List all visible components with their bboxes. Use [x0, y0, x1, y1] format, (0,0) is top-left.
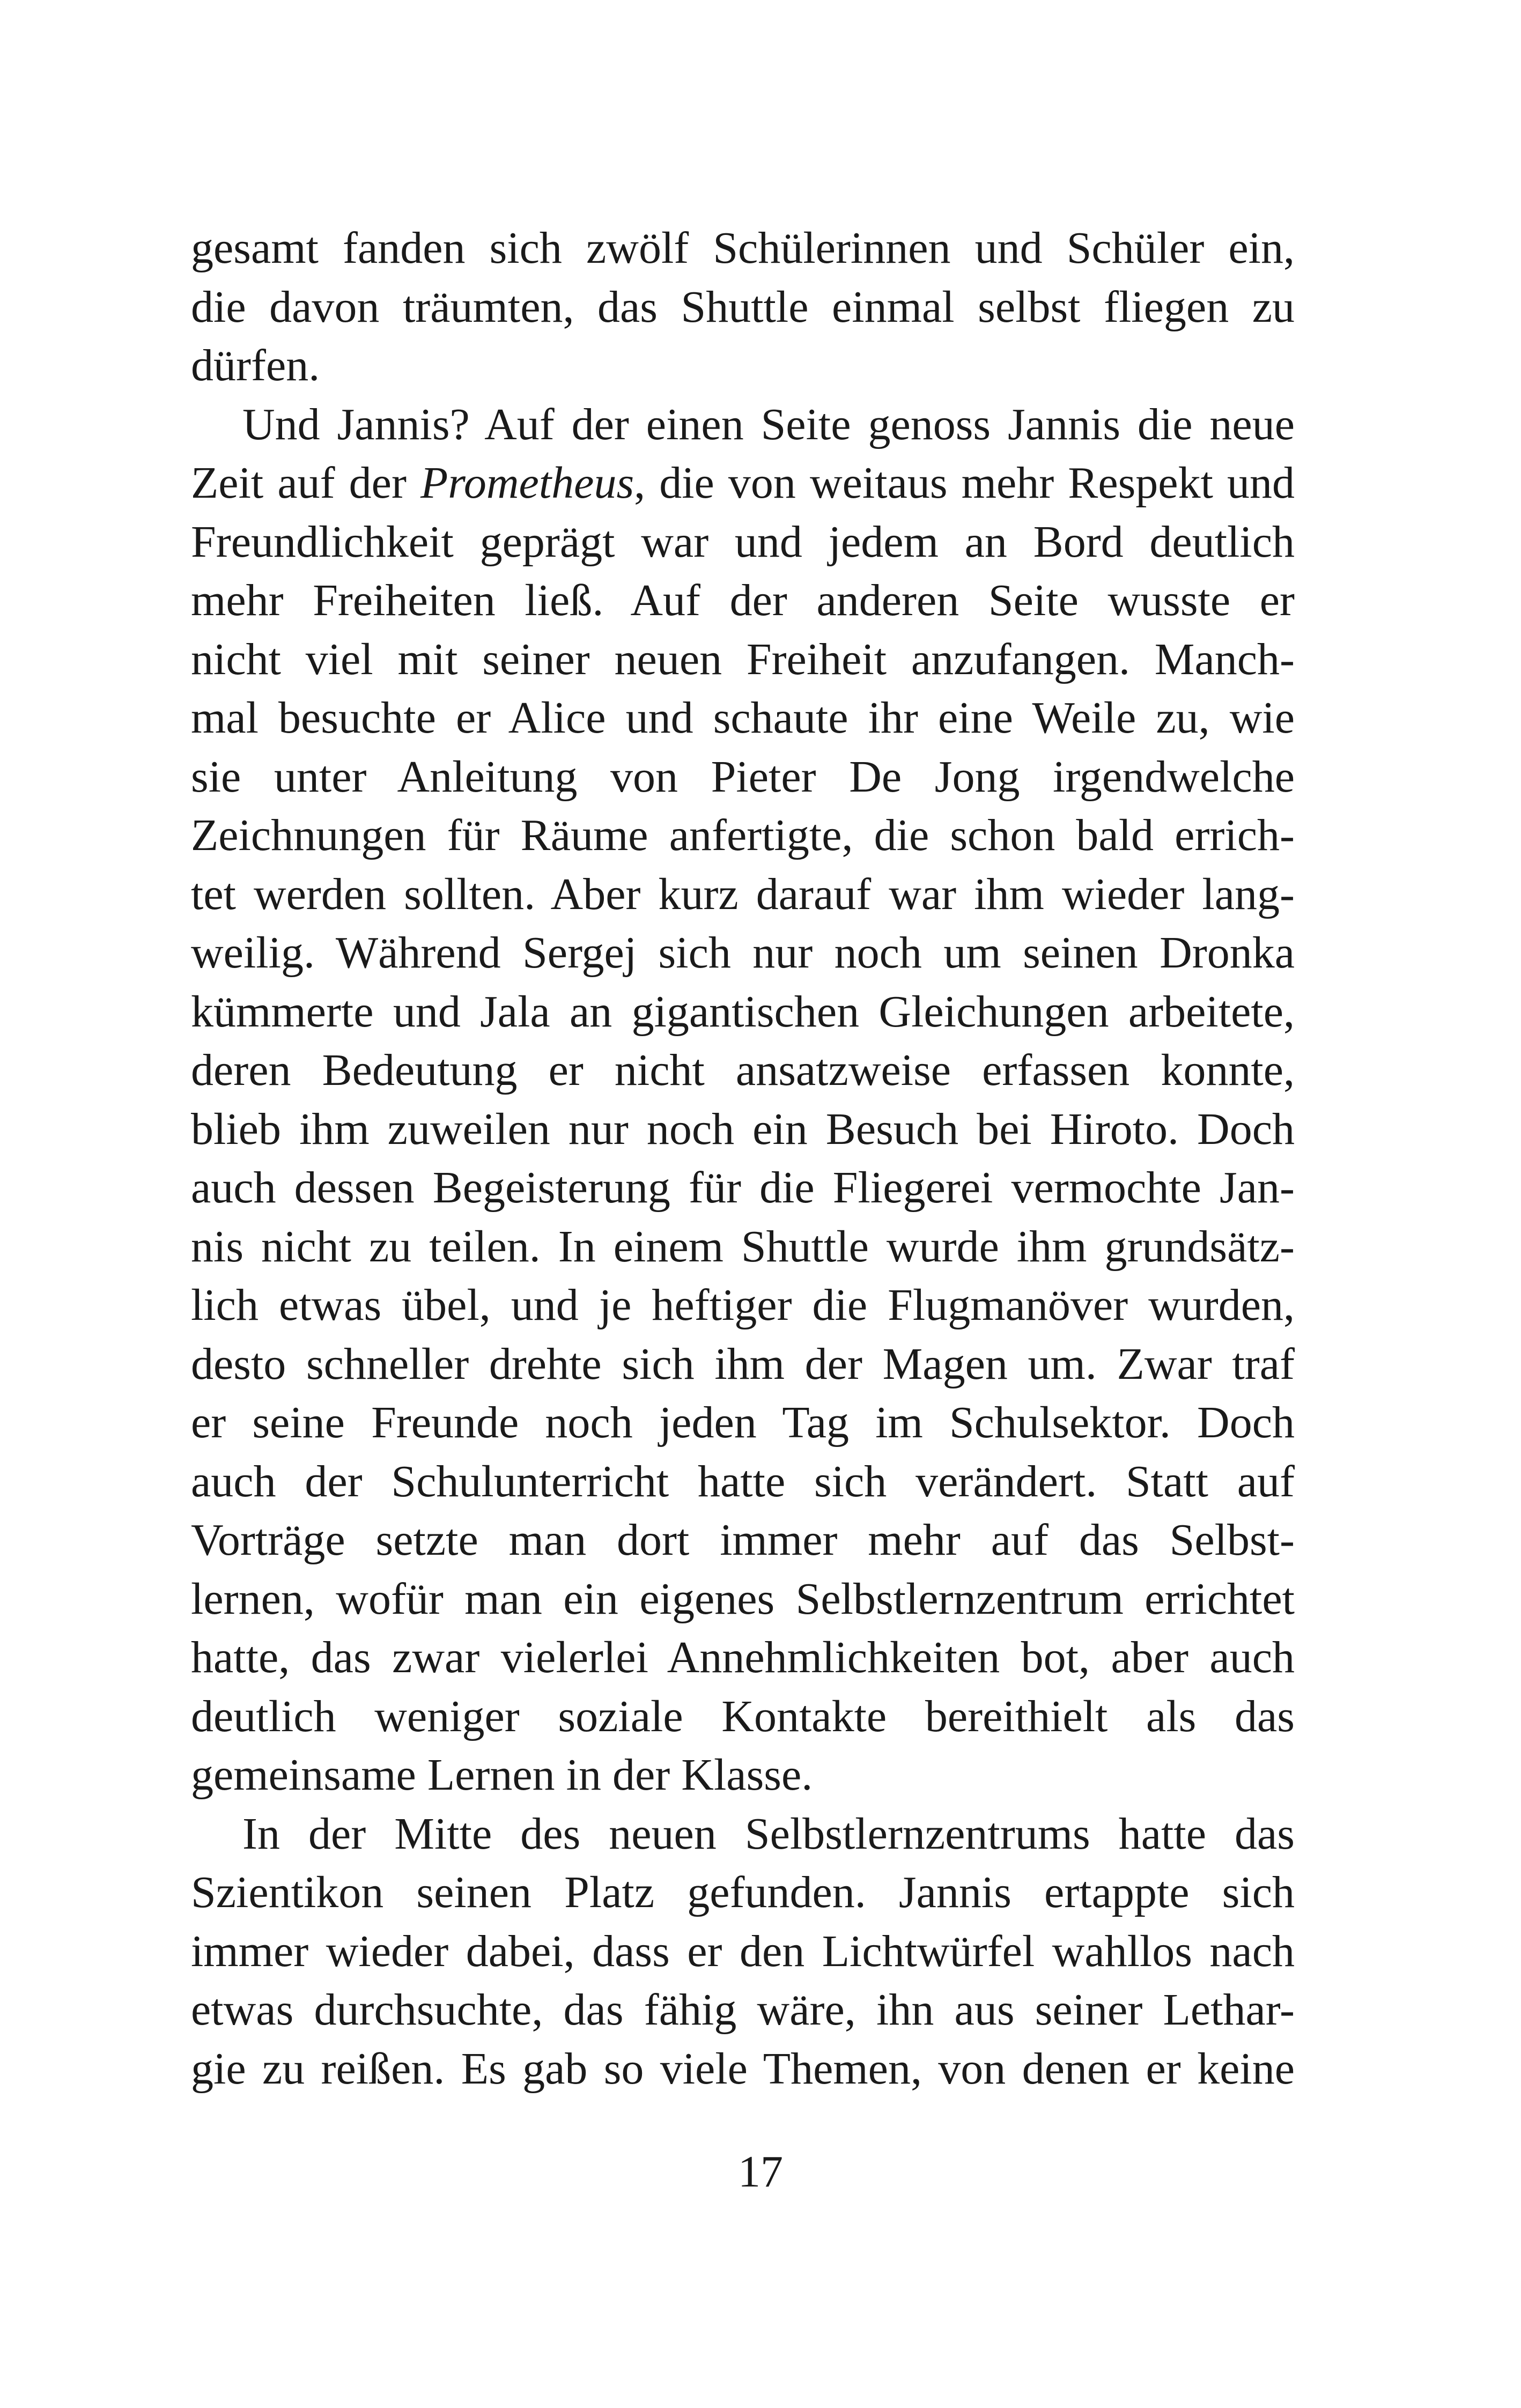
- text-segment: Zeichnungen für Räume anfertigte, die schon bald errich-: [191, 810, 1295, 860]
- text-line: [191, 1805, 1295, 1864]
- text-segment: Vorträge setzte man dort immer mehr auf das Selbst-: [191, 1515, 1295, 1565]
- text-segment: etwas durchsuchte, das fähig wäre, ihn aus seiner Lethar-: [191, 1985, 1295, 2035]
- text-segment: desto schneller drehte sich ihm der Magen um. Zwar traf: [191, 1339, 1295, 1389]
- text-line: [191, 1217, 1295, 1276]
- text-line: [191, 1276, 1295, 1335]
- text-line: [191, 630, 1295, 689]
- text-line: [191, 513, 1295, 572]
- body-text: [191, 219, 1295, 2098]
- text-segment: Und Jannis? Auf der einen Seite genoss Jannis die neue: [242, 399, 1295, 449]
- text-segment: Zeit auf der: [191, 458, 420, 508]
- text-segment: auch der Schulunterricht hatte sich verändert. Statt auf: [191, 1456, 1295, 1506]
- text-line: [191, 865, 1295, 924]
- text-line: [191, 924, 1295, 983]
- text-segment: , die von weitaus mehr Respekt und: [634, 458, 1295, 508]
- text-segment: kümmerte und Jala an gigantischen Gleichungen arbeitete,: [191, 986, 1295, 1037]
- text-segment: In der Mitte des neuen Selbstlernzentrums hatte das: [242, 1808, 1295, 1859]
- text-segment: Freundlichkeit geprägt war und jedem an Bord deutlich: [191, 516, 1295, 567]
- text-line: [191, 1746, 1295, 1805]
- text-segment: immer wieder dabei, dass er den Lichtwürfel wahllos nach: [191, 1926, 1295, 1976]
- text-segment: deren Bedeutung er nicht ansatzweise erfassen konnte,: [191, 1045, 1295, 1095]
- text-segment: deutlich weniger soziale Kontakte bereithielt als das: [191, 1691, 1295, 1741]
- text-segment: dürfen.: [191, 341, 320, 390]
- text-line: [191, 1041, 1295, 1100]
- italic-text: Prometheus: [420, 458, 634, 508]
- text-segment: lich etwas übel, und je heftiger die Flugmanöver wurden,: [191, 1280, 1295, 1330]
- text-segment: die davon träumten, das Shuttle einmal selbst fliegen zu: [191, 282, 1295, 332]
- text-line: [191, 806, 1295, 865]
- text-segment: gie zu reißen. Es gab so viele Themen, von denen er keine: [191, 2043, 1295, 2094]
- text-line: [191, 1922, 1295, 1981]
- text-line: [191, 1628, 1295, 1687]
- text-segment: mal besuchte er Alice und schaute ihr eine Weile zu, wie: [191, 693, 1295, 743]
- text-line: [191, 1158, 1295, 1217]
- text-line: [191, 395, 1295, 454]
- text-line: [191, 748, 1295, 807]
- text-line: [191, 1687, 1295, 1746]
- text-segment: lernen, wofür man ein eigenes Selbstlernzentrum errichtet: [191, 1574, 1295, 1624]
- text-line: [191, 1393, 1295, 1452]
- text-line: [191, 219, 1295, 278]
- text-segment: auch dessen Begeisterung für die Fliegerei vermochte Jan-: [191, 1163, 1295, 1213]
- text-line: [191, 1981, 1295, 2040]
- text-line: [191, 454, 1295, 513]
- text-line: [191, 2040, 1295, 2099]
- text-line: [191, 1570, 1295, 1629]
- text-segment: blieb ihm zuweilen nur noch ein Besuch bei Hiroto. Doch: [191, 1104, 1295, 1154]
- text-segment: hatte, das zwar vielerlei Annehmlichkeiten bot, aber auch: [191, 1633, 1295, 1682]
- text-segment: gesamt fanden sich zwölf Schülerinnen und Schüler ein,: [191, 223, 1295, 273]
- text-segment: nicht viel mit seiner neuen Freiheit anzufangen. Manch-: [191, 634, 1295, 684]
- text-line: [191, 1100, 1295, 1159]
- text-line: [191, 336, 1295, 395]
- text-segment: mehr Freiheiten ließ. Auf der anderen Seite wusste er: [191, 575, 1295, 625]
- text-segment: weilig. Während Sergej sich nur noch um seinen Dronka: [191, 928, 1295, 978]
- page-number: 17: [738, 2147, 783, 2197]
- text-line: [191, 689, 1295, 748]
- text-line: [191, 278, 1295, 337]
- text-line: [191, 571, 1295, 630]
- text-segment: tet werden sollten. Aber kurz darauf war ihm wieder lang-: [191, 869, 1295, 919]
- text-line: [191, 1452, 1295, 1511]
- text-segment: nis nicht zu teilen. In einem Shuttle wurde ihm grundsätz-: [191, 1221, 1295, 1272]
- text-segment: sie unter Anleitung von Pieter De Jong irgendwelche: [191, 751, 1295, 802]
- text-segment: er seine Freunde noch jeden Tag im Schulsektor. Doch: [191, 1398, 1295, 1447]
- text-segment: Szientikon seinen Platz gefunden. Jannis ertappte sich: [191, 1867, 1295, 1917]
- text-line: [191, 1511, 1295, 1570]
- text-line: [191, 1335, 1295, 1394]
- text-line: [191, 1863, 1295, 1922]
- text-segment: gemeinsame Lernen in der Klasse.: [191, 1750, 813, 1800]
- text-line: [191, 983, 1295, 1042]
